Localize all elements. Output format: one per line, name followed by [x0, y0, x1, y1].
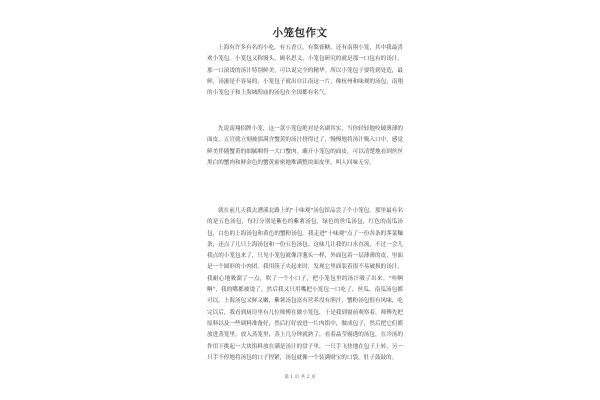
paragraph-1: 上海有许多有名的小吃，有五香豆，有梨膏糖，还有南翔小笼，其中我最喜欢小笼包。小笼包又称馒头，顾名思义，小笼包研究的就是那一口包有的汤汁，那一口滚烫的汤汁特别鲜美，可以说完全的精华。所以小笼包子要将到处造，最鲜，汤滋是不容易的，小笼包子就出自江南这一片，像杭州和味观的汤包，南翔的小笼包子和上海城隍庙的汤包在全国都有名气。	[207, 45, 403, 97]
paragraph-3: 就在前几天我去漕溪北路上的"十味观"汤包馆品尝了个小笼包。那里最有名的是五色汤包，每打分别是紫色的紫薯汤包，绿色的丝瓜汤包，红色的南瓜汤包，白色的上海汤包和黄色的蟹粉汤包。我走进"十味观"点了一份各条的荠菜麵条，还点了几只上海汤包和一份五色汤包。这味儿让我的口水直流，不过一会儿我点的小笼包来了，只见小笼包就像洋葱头一样，外面包着一层薄薄的皮，里面是一个圆形的小肉团。我用筷子夹起来时，发现它里面装着很不易破损的汤汁，我耐心地吸溜了一点，吹了一个小口子，把小笼包里的汤汁吸了出来。"哇啊啊"，我的嘴都被烫了，然后我又只用嘴把小笼包一口吃了，丝瓜、南瓜汤包都可以，上海汤包又鲜又嫩，紫薯汤包富有营养没有胆汁，蟹粉汤包很有风味，吃完以后，我看到厨房里有几位师傅在做小笼包，于是我到窗前观察着，师傅先把原料以及一些调料准备好，然后打好放进一片肉馅中，做成包子，然后把它们都放进蒸笼里，放入蒸笼里，蒸上几分钟就熟了，看着晶莹剔透的汤包，在冷汤的作用下挑起一大块馅料放在满是汤汁的盘子里，一只手飞快地在包子上转，另一只手不停地将汤包的口子捏紧，汤包就像一个装满财宝的口袋，肚子鼓鼓的。	[207, 208, 403, 361]
page-footer: 第 1 页 共 2 页	[284, 375, 316, 380]
paragraph-2: 先说南翔招牌小笼，这一款小笼包绝对是名副其实，当你轻轻地咬破薄薄的面皮，五官就立刻被那满含蟹黄的汤汁挤得过了，慢慢地将汤汁吸入口中，感觉鲜美伴随蟹黄的细腻咽得一大口蟹肉。蘸开小笼包的面皮，可以清楚地看到丝丝黑白的蟹肉和鲜金色的蟹黄密密地堆满整块面皮里，叫人回味无穷。	[207, 126, 403, 166]
document-title: 小笼包作文	[272, 27, 328, 39]
